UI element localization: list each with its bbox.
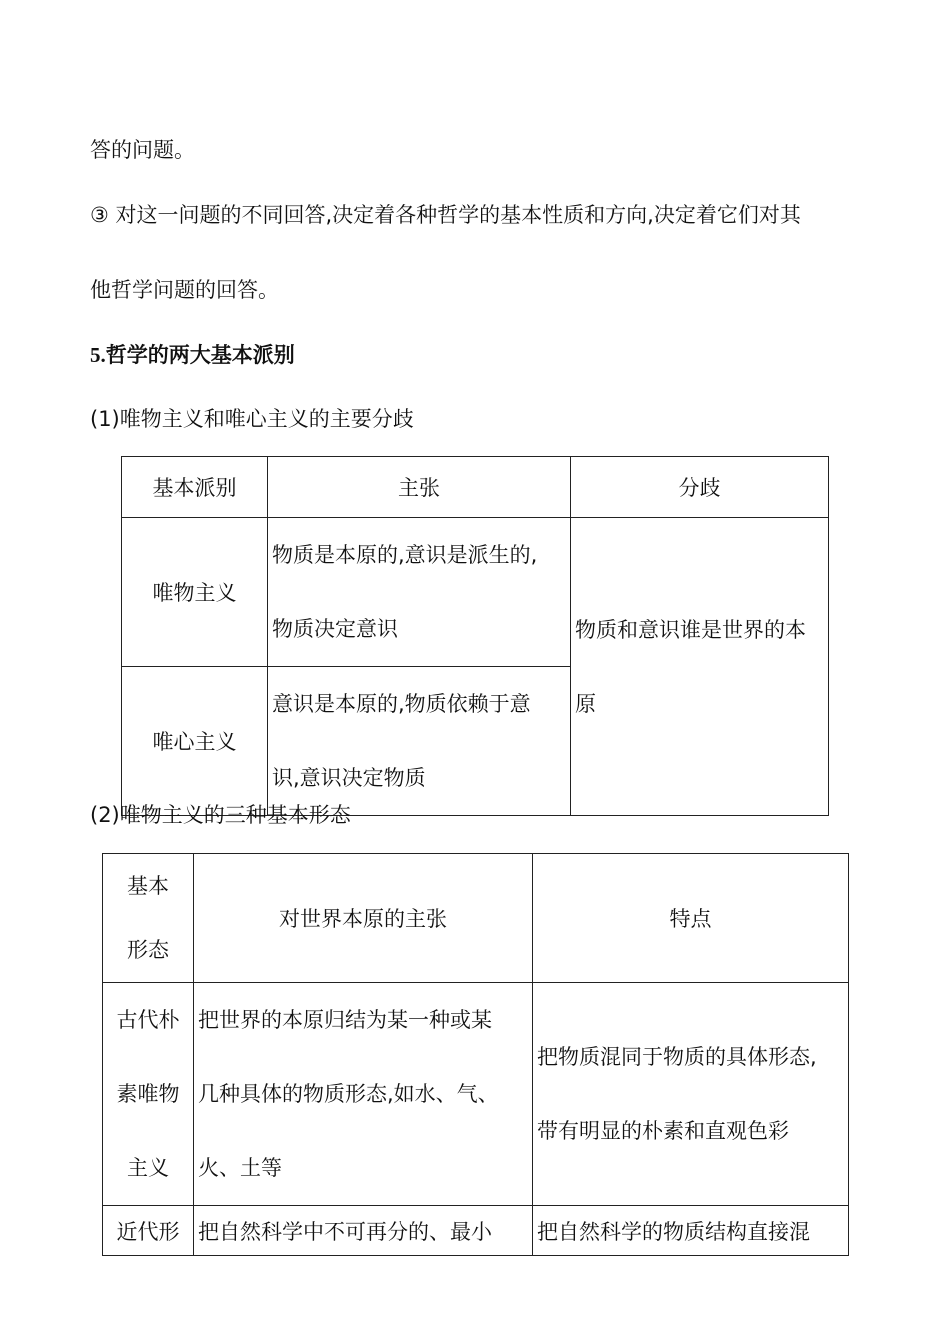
form-line: 古代朴 [116,1008,180,1032]
claim-line: 火、土等 [198,1156,282,1180]
subheading-2: (2)唯物主义的三种基本形态 [90,803,351,827]
claim-line: 几种具体的物质形态,如水、气、 [198,1082,499,1106]
feature-cell [533,983,849,1206]
form-cell: 近代形 [103,1206,194,1256]
header-divergence: 分歧 [571,457,829,518]
paragraph-point-3-line-2: 他哲学问题的回答。 [90,278,279,302]
claim-cell [194,983,533,1206]
claim-line: 物质是本原的,意识是派生的, [272,543,538,567]
claim-line: 识,意识决定物质 [272,766,426,790]
header-form [103,854,194,983]
feature-line: 把物质混同于物质的具体形态, [537,1045,817,1069]
claim-cell [268,667,571,816]
paragraph-continuation: 答的问题。 [90,138,195,162]
header-form-line: 基本 [127,874,169,898]
materialism-idealism-table [121,456,829,816]
header-form-line: 形态 [127,938,169,962]
school-cell: 唯物主义 [122,518,268,667]
section-heading: 5.哲学的两大基本派别 [90,343,295,367]
header-claim: 主张 [268,457,571,518]
claim-cell: 把自然科学中不可再分的、最小 [194,1206,533,1256]
table-header-row [122,457,829,518]
divergence-line: 物质和意识谁是世界的本 [575,617,806,642]
divergence-cell [571,518,829,816]
paragraph-point-3-line-1: ③ 对这一问题的不同回答,决定着各种哲学的基本性质和方向,决定着它们对其 [90,203,801,227]
header-feature: 特点 [533,854,849,983]
table-row [122,518,829,667]
materialism-forms-table [102,853,849,1256]
claim-line: 意识是本原的,物质依赖于意 [272,692,531,716]
claim-line: 物质决定意识 [272,617,398,641]
header-school: 基本派别 [122,457,268,518]
form-line: 素唯物 [116,1082,180,1106]
claim-line: 把世界的本原归结为某一种或某 [198,1008,492,1032]
subheading-1: (1)唯物主义和唯心主义的主要分歧 [90,407,414,431]
school-cell: 唯心主义 [122,667,268,816]
claim-cell [268,518,571,667]
form-line: 主义 [127,1156,169,1180]
table-row [103,1206,849,1256]
feature-cell: 把自然科学的物质结构直接混 [533,1206,849,1256]
table-row [103,983,849,1206]
feature-line: 带有明显的朴素和直观色彩 [537,1119,789,1143]
divergence-line: 原 [575,691,596,716]
form-cell [103,983,194,1206]
header-claim: 对世界本原的主张 [194,854,533,983]
table-header-row [103,854,849,983]
